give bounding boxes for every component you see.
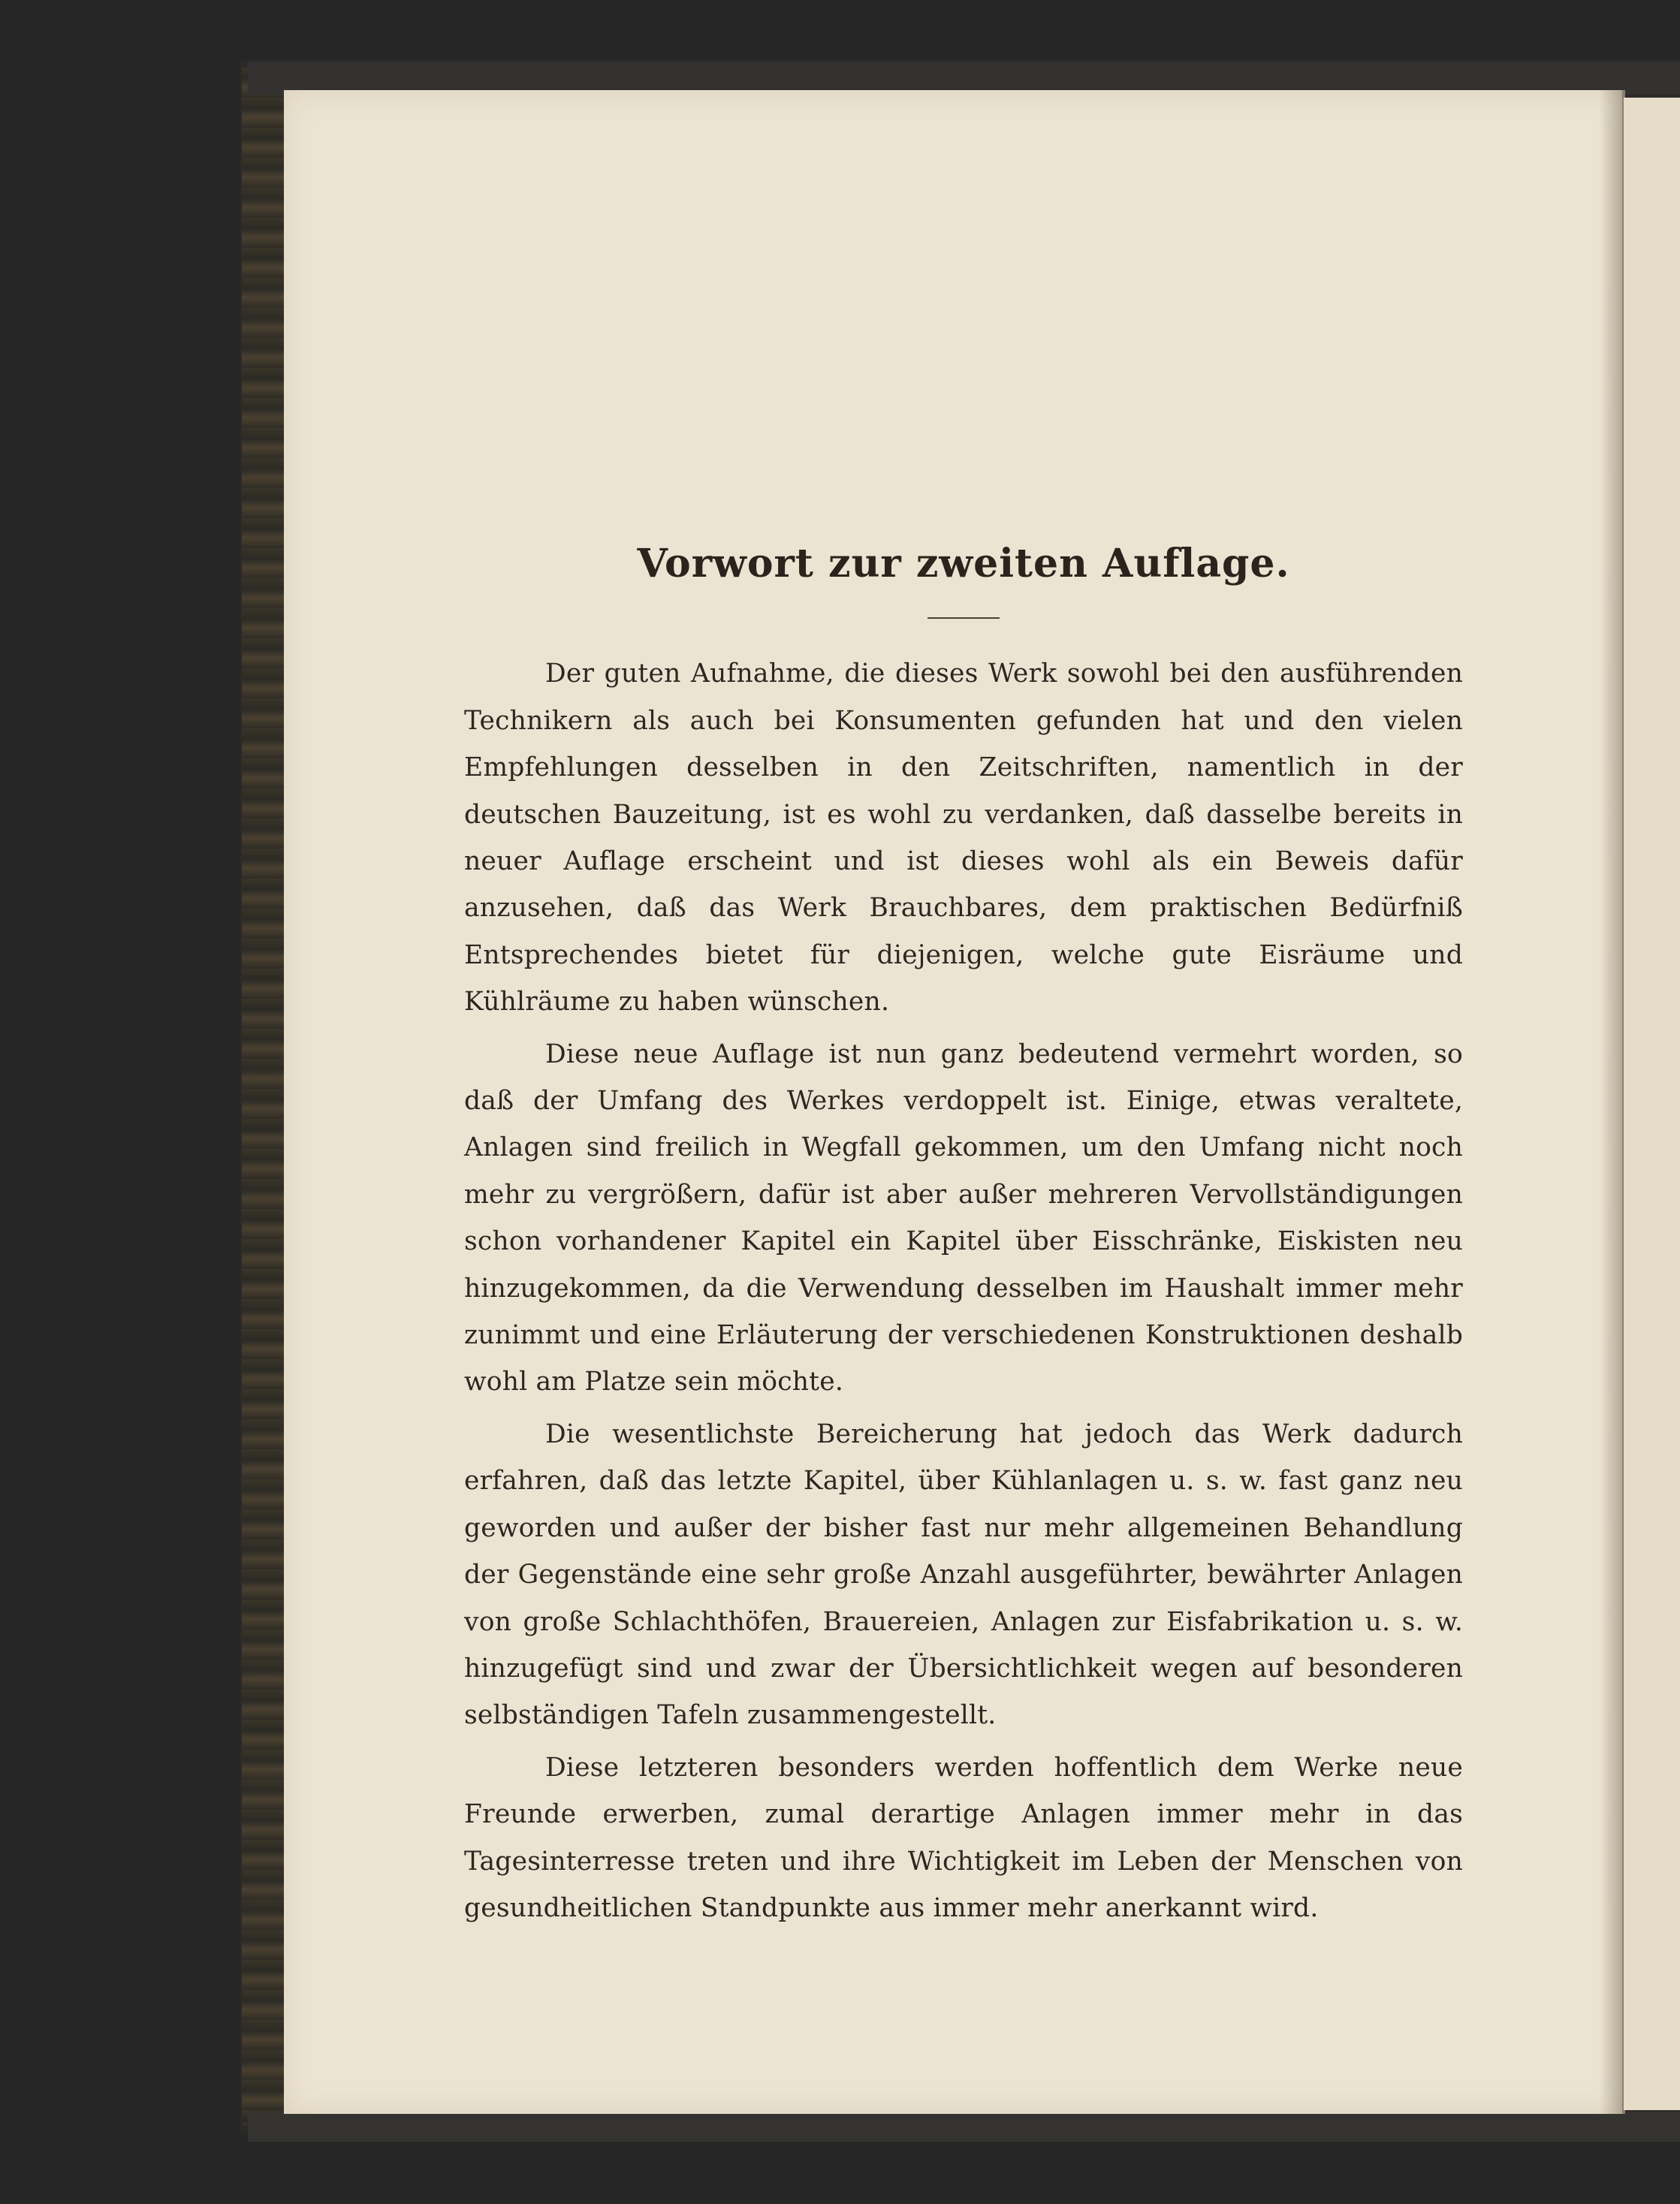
facing-page-edge [1624,98,1680,2110]
page-content [464,541,1463,1931]
page-title: Vorwort zur zweiten Auflage. [637,541,1290,586]
paragraph-3: Die wesentlichste Bereicherung hat jedoch das Werk dadurch erfahren, daß das letzte Kapitel, über Kühlanlagen u. s. w. fast ganz neu geworden und außer der bisher fast nur mehr allgemeinen Behandlung der Gegenstände eine sehr große Anzahl ausgeführter, bewährter Anlagen von große Schlachthöfen, Brauereien, Anlagen zur Eisfabrikation u. s. w. hinzugefügt sind und zwar der Übersichtlichkeit wegen auf besonderen selbständigen Tafeln zusammengestellt. [464,1419,1463,1731]
paragraph-2: Diese neue Auflage ist nun ganz bedeutend vermehrt worden, so daß der Umfang des Werkes verdoppelt ist. Einige, etwas veraltete, Anlagen sind freilich in Wegfall gekommen, um den Umfang nicht noch mehr zu vergrößern, dafür ist aber außer mehreren Vervollständigungen schon vorhandener Kapitel ein Kapitel über Eisschränke, Eiskisten neu hinzugekommen, da die Verwendung desselben im Haushalt immer mehr zunimmt und eine Erläuterung der verschiedenen Konstruktionen deshalb wohl am Platze sein möchte. [464,1039,1463,1397]
page-gutter-shadow [1600,90,1622,2114]
book-spine [242,68,285,2125]
paragraph-4: Diese letzteren besonders werden hoffentlich dem Werke neue Freunde erwerben, zumal derartige Anlagen immer mehr in das Tagesinterresse treten und ihre Wichtigkeit im Leben der Menschen von gesundheitlichen Standpunkte aus immer mehr anerkannt wird. [464,1752,1463,1923]
paragraph-1: Der guten Aufnahme, die dieses Werk sowohl bei den ausführenden Technikern als auch bei Konsumenten gefunden hat und den vielen Empfehlungen desselben in den Zeitschriften, namentlich in der deutschen Bauzeitung, ist es wohl zu verdanken, daß dasselbe bereits in neuer Auflage erscheint und ist dieses wohl als ein Beweis dafür anzusehen, daß das Werk Brauchbares, dem praktischen Bedürfniß Entsprechendes bietet für diejenigen, welche gute Eisräume und Kühlräume zu haben wünschen. [464,659,1463,1018]
title-divider [927,617,1000,619]
cover-bottom-edge [248,2112,1680,2142]
